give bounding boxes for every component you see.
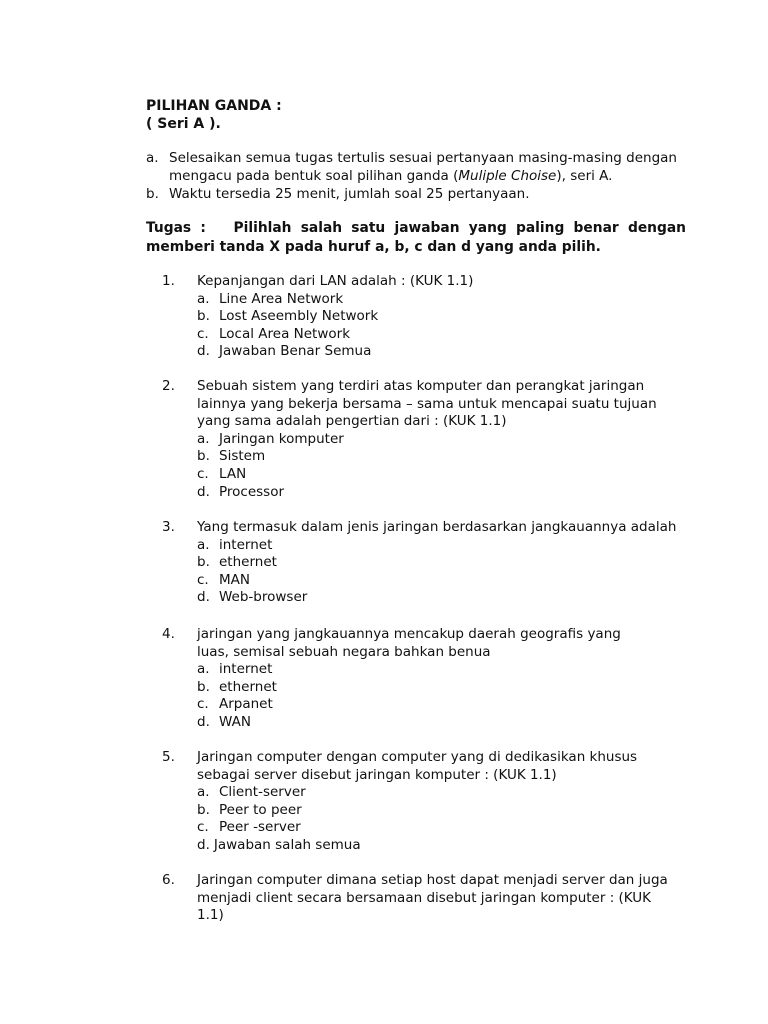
option-a[interactable]: a. Line Area Network bbox=[197, 290, 344, 307]
instruction-text: Waktu tersedia 25 menit, jumlah soal 25 pertanyaan. bbox=[169, 186, 530, 202]
instruction-italic: Muliple Choise bbox=[458, 168, 557, 184]
option-d[interactable]: d. Web-browser bbox=[197, 589, 308, 606]
question-stem: Jaringan computer dimana setiap host dapat menjadi server dan juga menjadi client secara bersamaan disebut jaringan komputer : (KUK 1.1) bbox=[197, 872, 668, 924]
question-4 bbox=[162, 626, 687, 732]
instruction-b bbox=[146, 185, 686, 203]
question-5 bbox=[162, 749, 687, 855]
option-d[interactable]: d. Jawaban Benar Semua bbox=[197, 343, 372, 360]
option-b[interactable]: b. Lost Aseembly Network bbox=[197, 308, 379, 325]
question-number: 4. bbox=[162, 626, 175, 642]
task-instruction bbox=[146, 219, 686, 256]
option-b[interactable]: b. Sistem bbox=[197, 448, 266, 465]
option-b[interactable]: b. ethernet bbox=[197, 554, 277, 571]
question-1 bbox=[162, 273, 687, 361]
question-stem: Yang termasuk dalam jenis jaringan berdasarkan jangkauannya adalah bbox=[197, 519, 677, 535]
option-d[interactable]: d. Processor bbox=[197, 483, 285, 500]
option-a[interactable]: a. internet bbox=[197, 661, 273, 678]
option-c[interactable]: c. MAN bbox=[197, 571, 250, 588]
question-stem: Jaringan computer dengan computer yang di dedikasikan khusus sebagai server disebut jaringan komputer : (KUK 1.1) bbox=[197, 749, 638, 783]
option-d[interactable]: d. Jawaban salah semua bbox=[197, 836, 361, 853]
option-c[interactable]: c. LAN bbox=[197, 465, 247, 482]
question-number: 6. bbox=[162, 872, 175, 888]
option-d[interactable]: d. WAN bbox=[197, 713, 251, 730]
question-stem: Sebuah sistem yang terdiri atas komputer dan perangkat jaringan lainnya yang bekerja bersama – sama untuk mencapai suatu tujuan yang sama adalah pengertian dari : (KUK 1.1) bbox=[197, 378, 657, 430]
task-text: Pilihlah salah satu jawaban yang paling benar dengan memberi tanda X pada huruf a, b, c dan d yang anda pilih. bbox=[146, 220, 687, 255]
option-a[interactable]: a. Client-server bbox=[197, 784, 306, 801]
instruction-a bbox=[146, 149, 686, 185]
question-2 bbox=[162, 378, 687, 501]
page-title: PILIHAN GANDA : bbox=[146, 98, 282, 114]
instruction-label: a. bbox=[146, 150, 159, 166]
task-label: Tugas : bbox=[146, 220, 206, 236]
question-number: 1. bbox=[162, 273, 175, 289]
instruction-label: b. bbox=[146, 186, 159, 202]
option-c[interactable]: c. Local Area Network bbox=[197, 325, 351, 342]
question-number: 5. bbox=[162, 749, 175, 765]
question-number: 2. bbox=[162, 378, 175, 394]
option-b[interactable]: b. ethernet bbox=[197, 678, 277, 695]
series-label: ( Seri A ). bbox=[146, 116, 221, 132]
question-number: 3. bbox=[162, 519, 175, 535]
option-b[interactable]: b. Peer to peer bbox=[197, 801, 302, 818]
option-c[interactable]: c. Peer -server bbox=[197, 819, 301, 836]
question-3 bbox=[162, 519, 687, 607]
question-6 bbox=[162, 872, 687, 925]
instruction-text: Selesaikan semua tugas tertulis sesuai pertanyaan masing-masing dengan mengacu pada bentuk soal pilihan ganda (Muliple Choise), seri A. bbox=[169, 150, 677, 184]
question-stem: jaringan yang jangkauannya mencakup daerah geografis yang luas, semisal sebuah negara bahkan benua bbox=[197, 626, 621, 660]
option-a[interactable]: a. Jaringan komputer bbox=[197, 430, 344, 447]
option-c[interactable]: c. Arpanet bbox=[197, 696, 273, 713]
option-a[interactable]: a. internet bbox=[197, 536, 273, 553]
question-stem: Kepanjangan dari LAN adalah : (KUK 1.1) bbox=[197, 273, 474, 289]
document-heading bbox=[146, 97, 282, 133]
